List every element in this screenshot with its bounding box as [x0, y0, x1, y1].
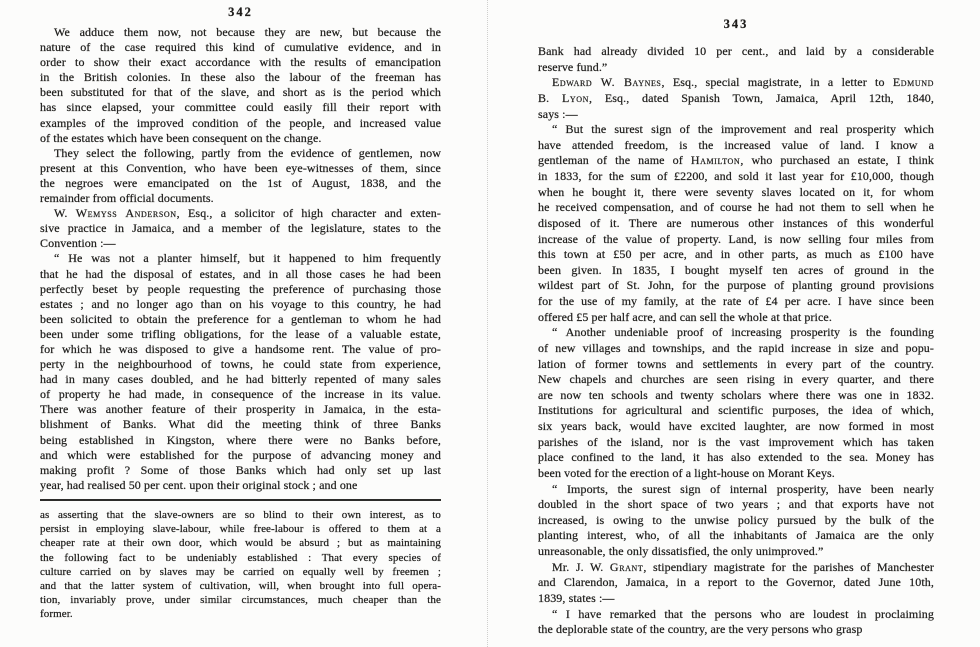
page-number-right: 343 [723, 17, 749, 31]
text-line: been given. In 1835, I bought myself ten acres of ground in the [538, 262, 934, 277]
text-line: sive practice in Jamaica, and a member of the legislature, states to the [40, 221, 441, 236]
left-page [40, 5, 441, 645]
text-line: place confined to the land, it has also extended to the sea. Money has [538, 450, 934, 465]
text-line: for the use of my family, at the rate of £4 per acre. I have since been [538, 294, 934, 308]
paragraph [538, 75, 934, 122]
text-line: cheaper rate at their own door, which would be absurd ; but as maintaining [40, 537, 441, 550]
text-line: been under some trifling obligations, for the lease of a valuable estate, [40, 326, 441, 341]
paragraph [40, 206, 441, 251]
text-line: persist in employing slave-labour, while free-labour is offered to them at a [40, 523, 441, 536]
page-gutter-divider [487, 0, 488, 647]
text-line: blishment of Banks. What did the meeting think of three Banks [40, 417, 441, 432]
text-line: been substituted for that of the slave, and short as is the period which [40, 85, 441, 100]
right-page-body [538, 44, 934, 638]
paragraph [538, 122, 934, 325]
text-line: planting interest, who, of all the inhabitants of Jamaica are the only [538, 528, 934, 543]
small-caps-name: Hamilton [690, 153, 741, 168]
paragraph [538, 325, 934, 481]
text-line: in 1833, for the sum of £2200, and sold it last year for £10,000, though [538, 169, 934, 183]
text-line: B. Lyon, Esq., dated Spanish Town, Jamaica, April 12th, 1840, [538, 90, 934, 105]
small-caps-name: Edward W. Baynes [552, 75, 662, 90]
text-line: as asserting that the slave-owners are so blind to their own interest, as to [40, 508, 441, 521]
text-line: have attended freedom, is the increased value of land. I know a [538, 137, 934, 152]
text-line: been solicited to obtain the preference for a gentleman to whom he had [40, 311, 441, 326]
text-line: “ But the surest sign of the improvement and real prosperity which [552, 122, 934, 137]
text-line: of the estates which have been consequent on the change. [40, 130, 322, 145]
paragraph [538, 607, 934, 638]
text-line: Mr. J. W. Grant, stipendiary magistrate for the parishes of Manchester [552, 559, 934, 574]
text-line: doubled in the short space of two years ; and that exports have not [538, 497, 934, 512]
text-line: “ He was not a planter himself, but it happened to him frequently [54, 251, 441, 266]
text-line: estates ; and no longer ago than on his voyage to this country, he had [40, 296, 441, 311]
text-line: Institutions for agricultural and scientific purposes, the idea of which, [538, 403, 934, 418]
text-line: examples of the improved condition of the people, and increased value [40, 115, 441, 130]
text-line: remainder from official documents. [40, 191, 214, 206]
text-line: in the British colonies. In these also the labour of the freeman has [40, 70, 441, 85]
text-line: nature of the case required this kind of cumulative evidence, and in [40, 40, 441, 55]
text-line: he received compensation, and of course he had not them to sell when he [538, 200, 934, 215]
text-line: parishes of the island, nor is the vast improvement which has taken [538, 434, 934, 449]
text-line: We adduce them now, not because they are new, but because the [54, 25, 441, 39]
text-line: when he bought it, there were seventy slaves located on it, for whom [538, 184, 934, 199]
text-line: that he had the disposal of estates, and in all those cases he had been [40, 266, 441, 281]
text-line: of new villages and townships, and the rapid increase in size and popu- [538, 340, 934, 355]
text-line: says :— [538, 106, 578, 121]
page-number-left: 342 [228, 5, 253, 19]
text-line: for which he was disposed to give a handsome rent. The value of pro- [40, 341, 441, 356]
text-line: unreasonable, the only dissatisfied, the only unimproved.” [538, 544, 824, 558]
text-line: culture carried on by slaves may be carried on equally well by freemen ; [40, 565, 441, 578]
right-page [538, 17, 934, 645]
paragraph [40, 251, 441, 493]
text-line: and that the latter system of cultivation, will, when brought into full opera- [40, 579, 441, 592]
text-line: disposed of it. There are numerous other instances of this wonderful [538, 215, 934, 230]
text-line: W. Wemyss Anderson, Esq., a solicitor of high character and exten- [54, 206, 441, 221]
paragraph [40, 25, 441, 146]
text-line: reserve fund.” [538, 59, 608, 74]
text-line: been voted for the erection of a light-house on Morant Keys. [538, 465, 835, 480]
paragraph [538, 482, 934, 560]
text-line: six years back, would have excited laughter, are now formed in most [538, 419, 934, 433]
text-line: wildest part of St. John, for the purpose of planting ground provisions [538, 278, 934, 293]
text-line: the following fact to be undeniably established : That every species of [40, 551, 441, 564]
text-line: order to show their exact accordance with the results of emancipation [40, 55, 441, 70]
text-line: being established in Kingston, where there were no Banks before, [40, 432, 441, 447]
small-caps-name: Wemyss Anderson [75, 206, 177, 221]
paragraph [538, 560, 934, 607]
text-line: former. [40, 608, 73, 621]
text-line: New chapels and churches are seen rising in every quarter, and there [538, 372, 934, 387]
text-line: and which were established for the purpose of advancing money and [40, 447, 441, 462]
text-line: increased, is owing to the unwise policy pursued by the bulk of the [538, 512, 934, 527]
small-caps-name: Edmund [892, 75, 934, 90]
text-line: and Clarendon, Jamaica, in a report to the Governor, dated June 10th, [538, 575, 934, 590]
text-line: “ Another undeniable proof of increasing prosperity is the founding [552, 325, 934, 340]
paragraph [40, 146, 441, 206]
text-line: the deplorable state of the country, are the very persons who grasp [538, 622, 863, 637]
text-line: has since elapsed, your committee could easily fill their report with [40, 100, 441, 115]
text-line: lation of former towns and settlements in every part of the country. [538, 356, 934, 371]
text-line: offered £5 per half acre, and can sell the whole at that price. [538, 309, 832, 324]
small-caps-name: Grant [609, 559, 644, 574]
text-line: tion, invariably prove, under similar circumstances, much cheaper than the [40, 594, 441, 607]
text-line: perty in the neighbourhood of towns, he could state from experience, [40, 357, 441, 372]
text-line: They select the following, partly from the evidence of gentlemen, now [54, 145, 441, 160]
text-line: had in many cases doubled, and he had bitterly repented of many sales [40, 372, 441, 387]
text-line: of property he had made, in consequence of the increase in its value. [40, 387, 441, 402]
text-line: gentleman of the name of Hamilton, who purchased an estate, I think [538, 153, 934, 168]
text-line: Edward W. Baynes, Esq., special magistrate, in a letter to Edmund [552, 75, 934, 90]
left-page-footnote [40, 508, 441, 622]
text-line: are now ten schools and twenty scholars where there was one in 1832. [538, 387, 934, 402]
left-page-body [40, 25, 441, 493]
text-line: perfectly beset by people requesting the preference of purchasing those [40, 281, 441, 296]
text-line: this town at £50 per acre, and in other parts, as much as £100 have [538, 247, 934, 262]
text-line: Bank had already divided 10 per cent., and laid by a considerable [538, 44, 934, 58]
footnote-rule [40, 499, 441, 501]
text-line: “ Imports, the surest sign of internal prosperity, have been nearly [552, 481, 934, 496]
text-line: Convention :— [40, 236, 116, 251]
text-line: increase of the value of property. Land, is now selling four miles from [538, 231, 934, 246]
paragraph [538, 44, 934, 75]
text-line: the negroes were emancipated on the 1st of August, 1838, and the [40, 175, 441, 190]
text-line: “ I have remarked that the persons who are loudest in proclaiming [552, 606, 934, 621]
paragraph [40, 508, 441, 622]
text-line: year, had realised 50 per cent. upon their original stock ; and one [40, 477, 358, 492]
small-caps-name: Lyon [561, 90, 589, 105]
text-line: 1839, states :— [538, 590, 615, 605]
text-line: present at this Convention, who have been eye-witnesses of them, since [40, 160, 441, 175]
text-line: making profit ? Some of those Banks which had only set up last [40, 462, 441, 477]
text-line: There was another feature of their prosperity in Jamaica, in the esta- [40, 402, 441, 417]
